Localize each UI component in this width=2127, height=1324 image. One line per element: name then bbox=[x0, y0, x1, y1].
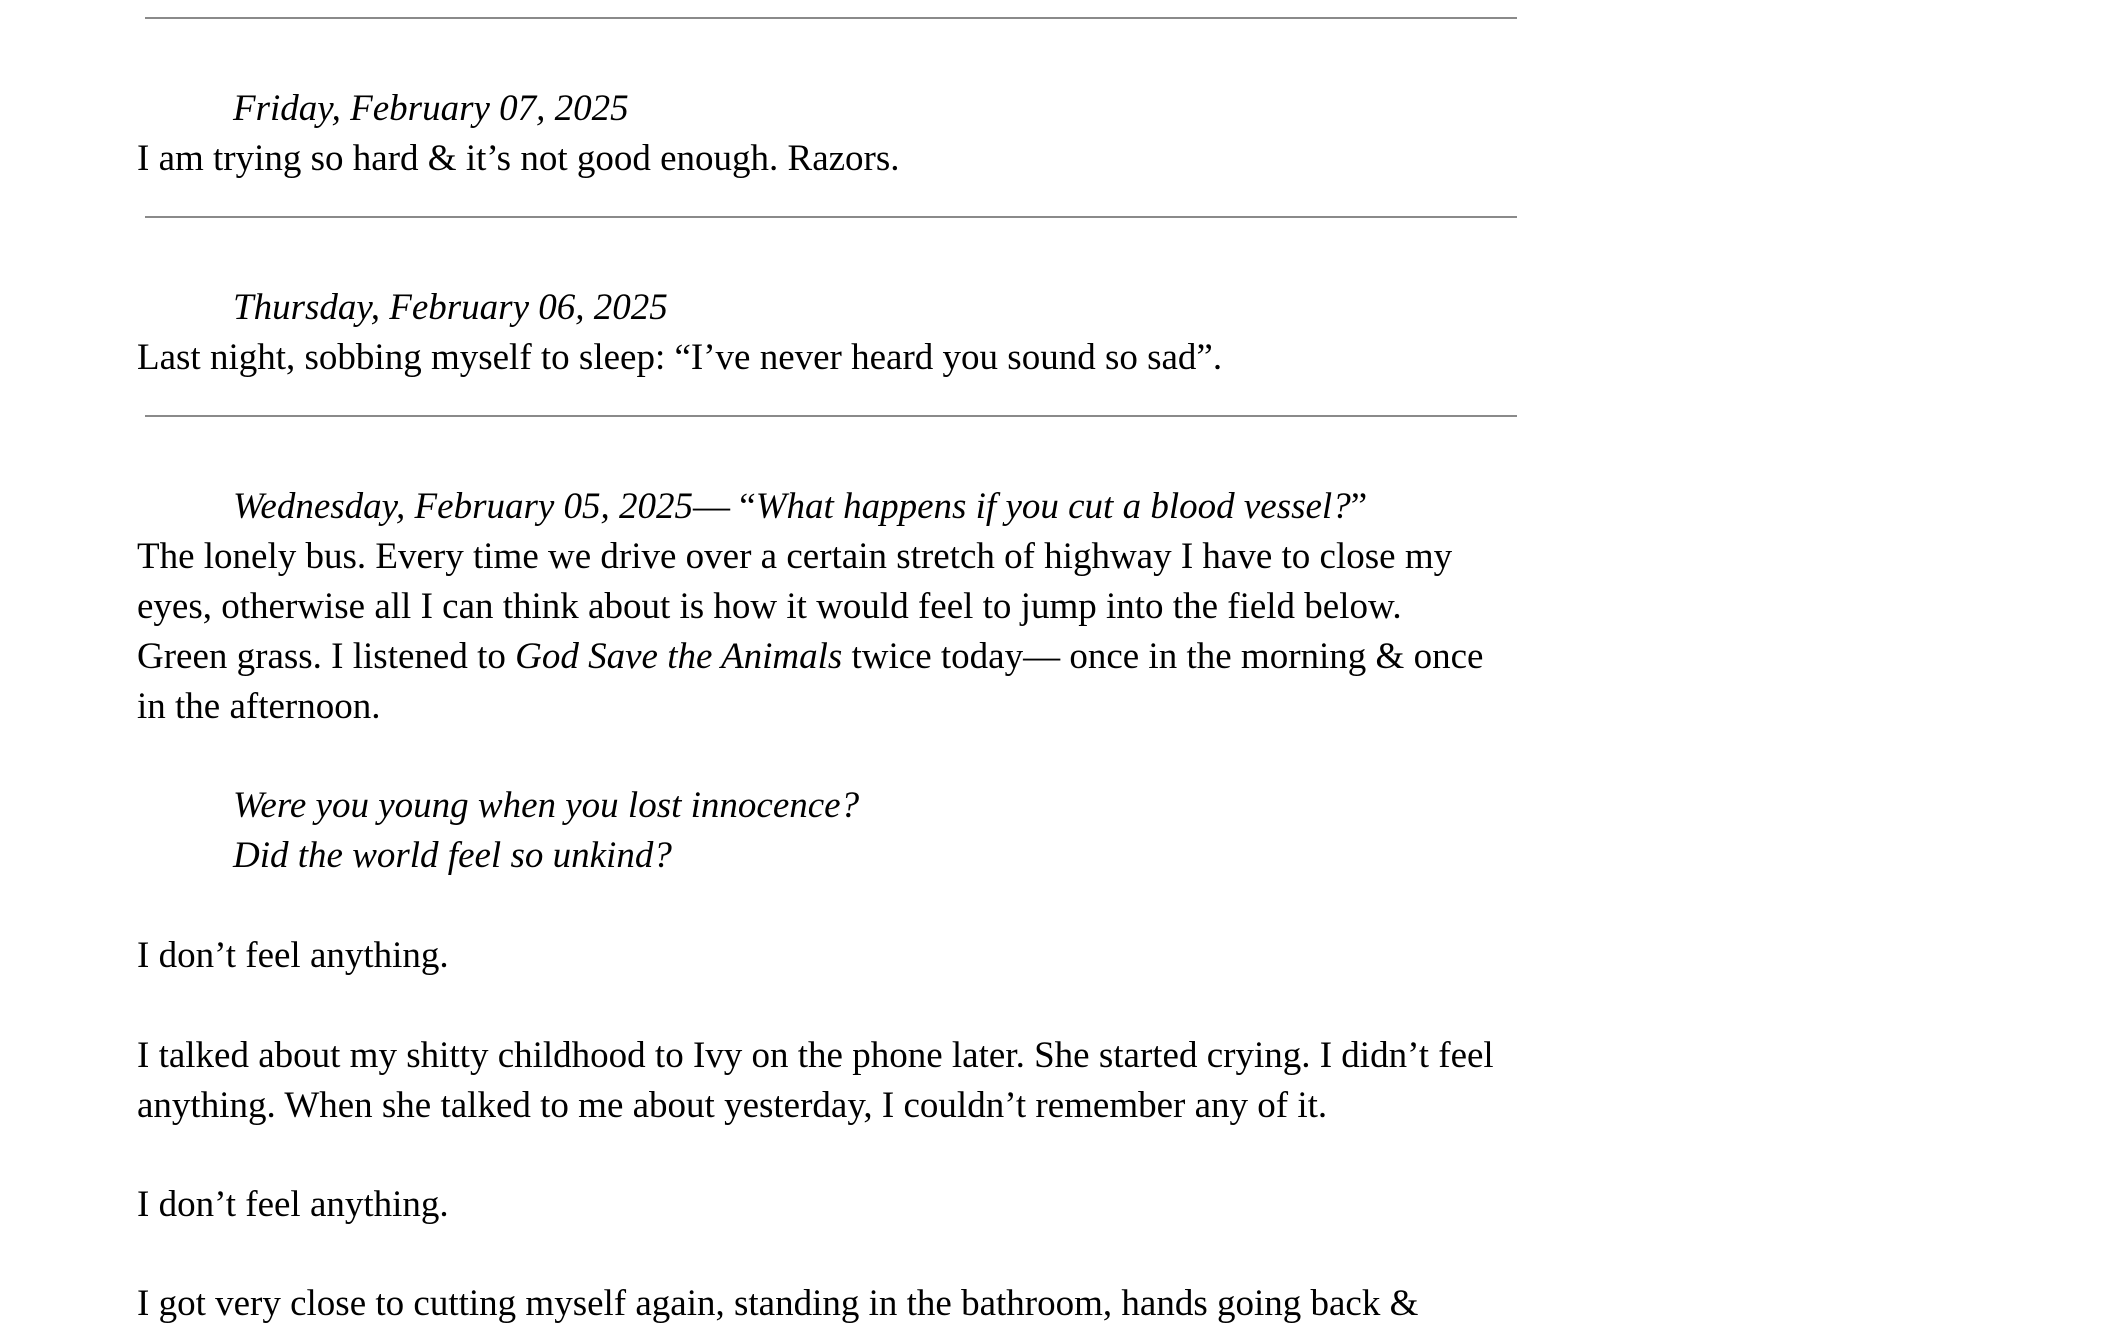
entry-date: Wednesday, February 05, 2025 bbox=[233, 486, 694, 527]
entry-divider bbox=[145, 415, 1517, 417]
text-run: twice today— once in the morning & once bbox=[842, 636, 1484, 677]
paragraph-line: eyes, otherwise all I can think about is how it would feel to jump into the field below. bbox=[137, 586, 1402, 627]
paragraph-line: I got very close to cutting myself again, standing in the bathroom, hands going back & bbox=[137, 1283, 1419, 1324]
lyric-line: Were you young when you lost innocence? bbox=[233, 785, 860, 826]
entry-divider bbox=[145, 17, 1517, 19]
paragraph-line: I don’t feel anything. bbox=[137, 1184, 449, 1225]
entry-heading-close: ” bbox=[1350, 486, 1368, 527]
paragraph-line: in the afternoon. bbox=[137, 686, 381, 727]
entry-date-suffix: — “ bbox=[693, 486, 756, 527]
paragraph-line bbox=[137, 632, 1483, 682]
entry-heading bbox=[233, 482, 1367, 532]
paragraph-line: I don’t feel anything. bbox=[137, 935, 449, 976]
lyric-line: Did the world feel so unkind? bbox=[233, 835, 672, 876]
paragraph-line: The lonely bus. Every time we drive over a certain stretch of highway I have to close my bbox=[137, 536, 1453, 577]
text-run: Green grass. I listened to bbox=[137, 636, 516, 677]
entry-body: I am trying so hard & it’s not good enough. Razors. bbox=[137, 138, 900, 179]
entry-body: Last night, sobbing myself to sleep: “I’ve never heard you sound so sad”. bbox=[137, 337, 1223, 378]
paragraph-line: I talked about my shitty childhood to Ivy on the phone later. She started crying. I didn’t feel bbox=[137, 1035, 1494, 1076]
entry-date: Friday, February 07, 2025 bbox=[233, 88, 629, 129]
entry-heading-quote: What happens if you cut a blood vessel? bbox=[755, 486, 1351, 527]
entry-divider bbox=[145, 216, 1517, 218]
entry-date: Thursday, February 06, 2025 bbox=[233, 287, 668, 328]
album-title: God Save the Animals bbox=[515, 636, 843, 677]
paragraph-line: anything. When she talked to me about yesterday, I couldn’t remember any of it. bbox=[137, 1085, 1328, 1126]
